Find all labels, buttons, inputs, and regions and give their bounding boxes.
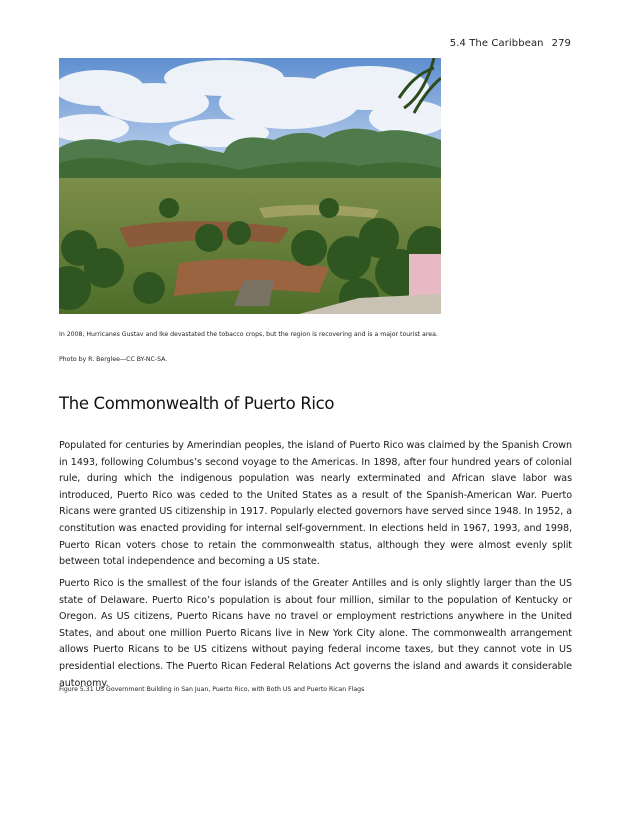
body-paragraph-2: Puerto Rico is the smallest of the four islands of the Greater Antilles and is only slightly larger than the US state of Delaware. Puerto Rico’s population is about four million, similar to the population of Kentucky or Oregon. As US citizens, Puerto Ricans have no travel or employment restrictions anywhere in the United States, and about one million Puerto Ricans live in New York City alone. The commonwealth arrangement allows Puerto Ricans to be US citizens without paying federal income taxes, but they cannot vote in US presidential elections. The Puerto Rican Federal Relations Act governs the island and awards it considerable autonomy. bbox=[59, 578, 572, 689]
landscape-photo-valley-icon bbox=[59, 58, 441, 314]
figure-caption: In 2008, Hurricanes Gustav and Ike devastated the tobacco crops, but the region is recovering and is a major tourist area. bbox=[59, 331, 438, 338]
next-figure-caption: Figure 5.31 US Government Building in San Juan, Puerto Rico, with Both US and Puerto Rican Flags bbox=[59, 686, 365, 693]
section-title: The Commonwealth of Puerto Rico bbox=[59, 394, 335, 413]
figure-credit: Photo by R. Berglee—CC BY-NC-SA. bbox=[59, 356, 168, 363]
page-number: 279 bbox=[551, 38, 571, 49]
body-paragraph-1: Populated for centuries by Amerindian peoples, the island of Puerto Rico was claimed by the Spanish Crown in 1493, following Columbus’s second voyage to the Americas. In 1898, after four hundred years of colonial rule, during which the indigenous population was nearly exterminated and African slave labor was introduced, Puerto Rico was ceded to the United States as a result of the Spanish-American War. Puerto Ricans were granted US citizenship in 1917. Popularly elected governors have served since 1948. In 1952, a constitution was enacted providing for internal self-government. In elections held in 1967, 1993, and 1998, Puerto Rican voters chose to retain the commonwealth status, although they were almost evenly split between total independence and becoming a US state. bbox=[59, 440, 572, 568]
section-label: 5.4 The Caribbean bbox=[449, 38, 544, 49]
running-header bbox=[450, 38, 571, 49]
